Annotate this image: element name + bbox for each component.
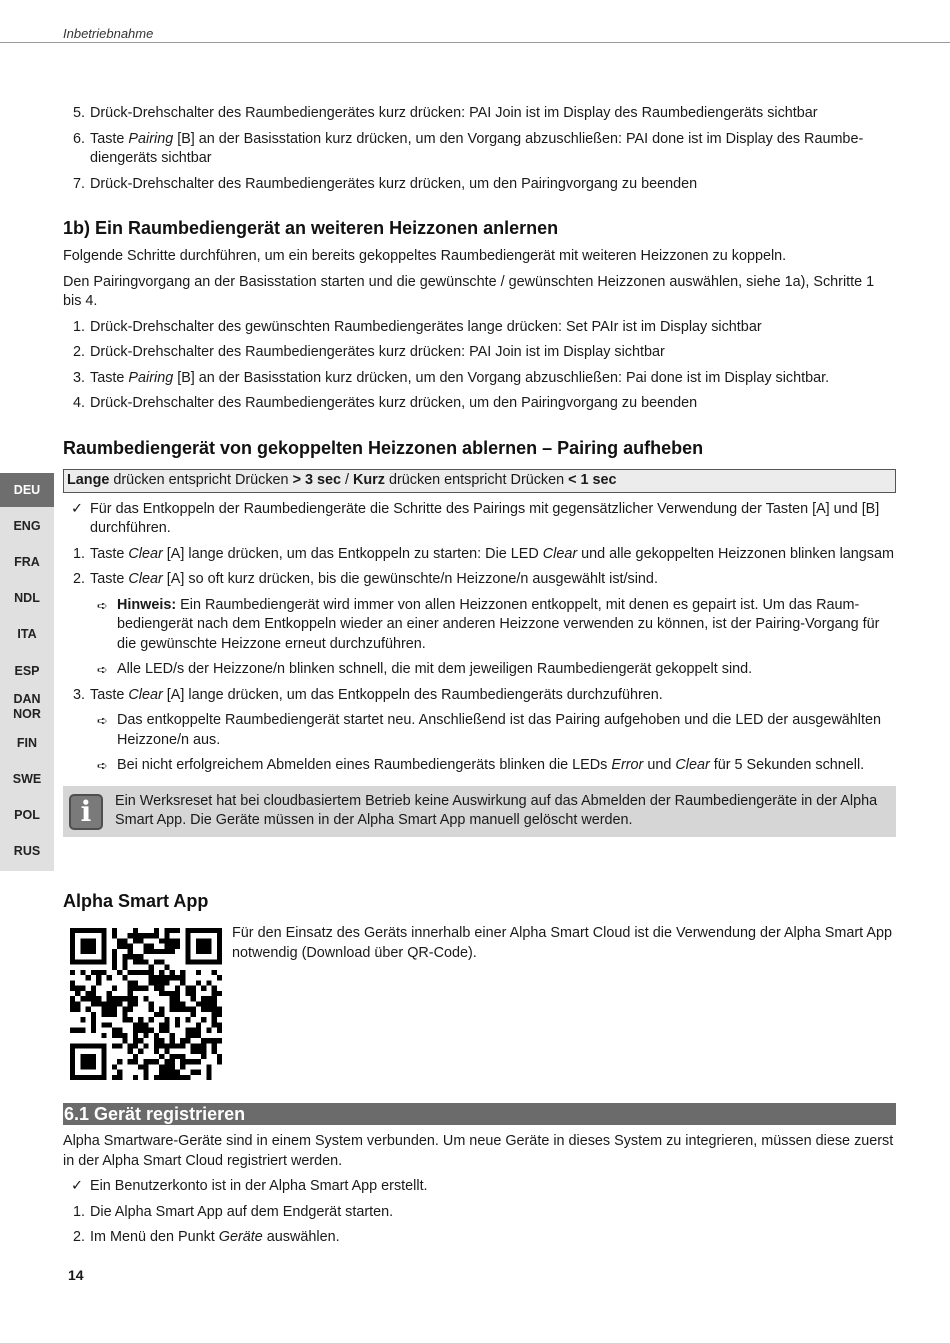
step-number: 1. — [73, 318, 86, 335]
precondition-item — [63, 500, 896, 539]
checkmark-icon: ✓ — [71, 1178, 84, 1194]
arrow-right-icon: ➪ — [97, 597, 108, 613]
section-6-1-steps — [63, 1203, 896, 1248]
step-text: Im Menü den Punkt Geräte auswählen. — [90, 1229, 340, 1245]
lang-tab-dan-nor[interactable]: DAN NOR — [13, 692, 41, 721]
precondition-text: Für das Entkoppeln der Raumbediengeräte die Schritte des Pairings mit gegensätzlicher Verwendung der Tasten [A] und [B] durchführen. — [90, 500, 880, 536]
step-text: Taste Clear [A] lange drücken, um das Entkoppeln zu starten: Die LED Clear und alle gekoppelten Heizzonen blinken langsam — [90, 545, 894, 562]
arrow-right-icon: ➪ — [97, 758, 108, 773]
list-item — [63, 570, 896, 590]
lang-tab-pol[interactable]: POL — [14, 808, 40, 822]
info-box — [63, 786, 896, 837]
arrow-right-icon: ➪ — [97, 662, 108, 677]
step-text: Drück-Drehschalter des Raumbediengerätes kurz drücken: PAI Join ist im Display sichtbar — [90, 344, 665, 360]
section-6-1-para: Alpha Smartware-Geräte sind in einem System verbunden. Um neue Geräte in dieses System zu integrieren, müssen diese zuerst in der Alpha Smart Cloud registriert werden. — [63, 1133, 894, 1169]
section-6-1-heading: 6.1 Gerät registrieren — [63, 1103, 896, 1125]
step-text: Taste Clear [A] so oft kurz drücken, bis die gewünschte/n Heizzone/n ausgewählt ist/sind. — [90, 571, 658, 587]
step-number: 3. — [73, 369, 86, 386]
lang-tab-fin[interactable]: FIN — [16, 736, 38, 750]
unpair-steps-cont — [63, 686, 896, 706]
section-1b — [63, 217, 896, 420]
step-text: Taste Clear [A] lange drücken, um das Entkoppeln des Raumbediengeräts durchzuführen. — [90, 686, 663, 703]
precondition-text: Ein Benutzerkonto ist in der Alpha Smart App erstellt. — [90, 1178, 428, 1194]
arrow-right-icon: ➪ — [97, 713, 108, 728]
result-item — [63, 660, 896, 680]
step-number: 2. — [73, 571, 86, 587]
language-sidebar — [0, 473, 54, 871]
section-1b-steps — [63, 318, 896, 414]
lang-tab-fra[interactable]: FRA — [14, 555, 40, 569]
list-item — [63, 318, 896, 338]
step-text: Drück-Drehschalter des Raumbediengerätes kurz drücken: PAI Join ist im Display des Raumbediengeräts sichtbar — [90, 105, 818, 121]
step-number: 3. — [73, 686, 86, 703]
step-text: Taste Pairing [B] an der Basisstation kurz drücken, um den Vorgang abzuschließen: Pai done ist im Display sichtbar. — [90, 369, 830, 386]
section-unpair — [63, 437, 896, 837]
top-steps-block — [63, 104, 896, 200]
section-unpair-heading: Raumbediengerät von gekoppelten Heizzonen ablernen – Pairing aufheben — [63, 438, 704, 458]
step-number: 2. — [73, 1229, 86, 1245]
result-text: Bei nicht erfolgreichem Abmelden eines Raumbediengeräts blinken die LEDs Error und Clear für 5 Sekunden schnell. — [117, 757, 865, 773]
list-item — [63, 369, 896, 389]
list-item — [63, 343, 896, 363]
list-item — [63, 175, 896, 195]
app-text: Für den Einsatz des Geräts innerhalb einer Alpha Smart Cloud ist die Verwendung der Alpha Smart App notwendig (Download über QR-Code). — [232, 925, 892, 961]
precondition-item — [63, 1177, 896, 1197]
lang-tab-rus[interactable]: RUS — [13, 844, 41, 858]
section-1b-para-1: Folgende Schritte durchführen, um ein bereits gekoppeltes Raumbediengerät mit weiteren Heizzonen zu koppeln. — [63, 248, 787, 264]
top-steps-list — [63, 104, 896, 194]
result-text: Das entkoppelte Raumbediengerät startet neu. Anschließend ist das Pairing aufgehoben und die LED der ausgewählten Heizzone/n aus. — [117, 712, 882, 748]
step-text: Die Alpha Smart App auf dem Endgerät starten. — [90, 1203, 394, 1220]
list-item — [63, 394, 896, 414]
app-description — [232, 924, 896, 963]
app-section — [63, 890, 896, 912]
step-text: Drück-Drehschalter des Raumbediengerätes kurz drücken, um den Pairingvorgang zu beenden — [90, 175, 698, 192]
result-item — [63, 756, 896, 776]
running-header: Inbetriebnahme — [63, 26, 154, 41]
lang-tab-eng[interactable]: ENG — [13, 519, 41, 533]
step-number: 1. — [73, 1203, 86, 1220]
section-6-1 — [63, 1103, 896, 1254]
lang-tab-esp[interactable]: ESP — [14, 664, 40, 678]
result-item — [63, 596, 896, 655]
list-item — [63, 130, 896, 169]
page-number: 14 — [68, 1267, 84, 1283]
section-1b-para-2: Den Pairingvorgang an der Basisstation starten und die gewünschte / gewünschten Heizzonen auswählen, siehe 1a), Schritte 1 bis 4. — [63, 273, 875, 309]
unpair-steps — [63, 545, 896, 590]
list-item — [63, 104, 896, 124]
step-text: Drück-Drehschalter des Raumbediengerätes kurz drücken, um den Pairingvorgang zu beenden — [90, 395, 698, 411]
info-icon: i — [69, 794, 103, 830]
result-item — [63, 711, 896, 750]
step-text: Taste Pairing [B] an der Basisstation kurz drücken, um den Vorgang abzuschließen: PAI done ist im Display des Raumbediengeräts sichtbar — [90, 130, 864, 166]
checkmark-icon: ✓ — [71, 500, 84, 517]
step-number: 2. — [73, 344, 86, 360]
list-item — [63, 1228, 896, 1248]
lang-tab-ndl[interactable]: NDL — [14, 591, 40, 605]
list-item — [63, 545, 896, 565]
section-1b-heading: 1b) Ein Raumbediengerät an weiteren Heizzonen anlernen — [63, 218, 559, 238]
step-text: Drück-Drehschalter des gewünschten Raumbediengerätes lange drücken: Set PAIr ist im Display sichtbar — [90, 318, 762, 335]
step-number: 5. — [73, 105, 86, 121]
result-text: Alle LED/s der Heizzone/n blinken schnell, die mit dem jeweiligen Raumbediengerät gekoppelt sind. — [117, 661, 753, 677]
info-text: Ein Werksreset hat bei cloudbasiertem Betrieb keine Auswirkung auf das Abmelden der Raumbediengeräte in der Alpha Smart App. Die Geräte müssen in der Alpha Smart App manuell gelöscht werden. — [115, 792, 878, 828]
press-duration-rule: Lange drücken entspricht Drücken > 3 sec / Kurz drücken entspricht Drücken < 1 sec — [63, 469, 896, 493]
step-number: 1. — [73, 545, 86, 562]
lang-tab-swe[interactable]: SWE — [12, 772, 42, 786]
qr-code[interactable] — [70, 928, 222, 1080]
list-item — [63, 686, 896, 706]
list-item — [63, 1203, 896, 1223]
app-heading: Alpha Smart App — [63, 891, 209, 911]
result-text: Hinweis: Ein Raumbediengerät wird immer von allen Heizzonen entkoppelt, mit denen es gepairt ist. Um das Raumbediengerät nach dem Entkoppeln wieder an einer anderen Heizzone verwenden zu können, ist der Pairing-Vorgang für die gewünschte Heizzone erneut durchzuführen. — [117, 596, 880, 652]
step-number: 4. — [73, 395, 86, 411]
step-number: 7. — [73, 175, 86, 192]
lang-tab-ita[interactable]: ITA — [17, 627, 37, 641]
lang-tab-deu[interactable]: DEU — [0, 473, 54, 507]
header-rule — [0, 42, 950, 43]
step-number: 6. — [73, 130, 86, 147]
